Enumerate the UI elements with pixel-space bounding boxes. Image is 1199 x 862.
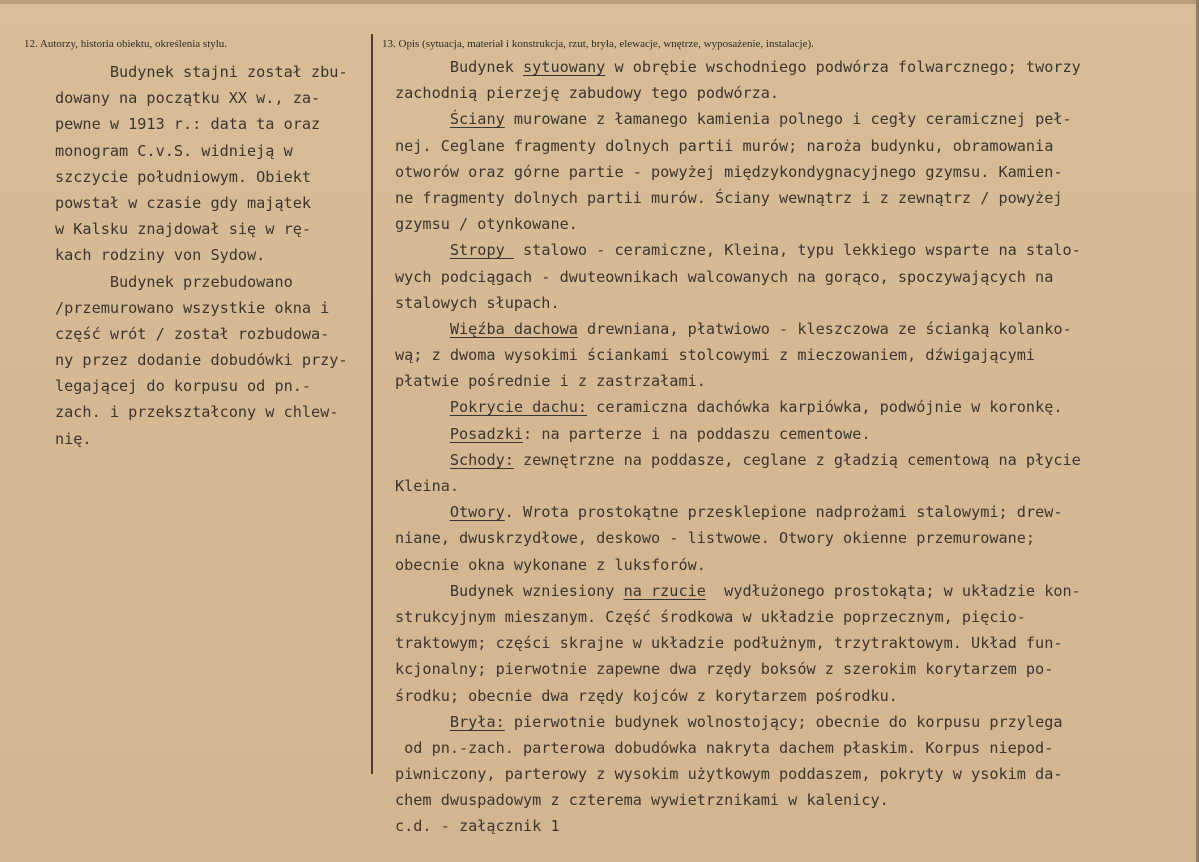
text-line: [395, 473, 1081, 499]
text-segment: monogram C.v.S. widnieją w: [55, 141, 293, 160]
text-segment: wą; z dwoma wysokimi ściankami stolcowymi z mieczowaniem, dźwigającymi: [395, 346, 1036, 365]
text-segment: zachodnią pierzeję zabudowy tego podwórza.: [395, 84, 780, 103]
text-line: [395, 237, 1081, 263]
text-segment: Kleina.: [395, 477, 460, 495]
text-segment: murowane z łamanego kamienia polnego i cegły ceramicznej peł-: [504, 110, 1072, 129]
text-segment: c.d. - załącznik 1: [395, 817, 560, 836]
text-segment: nej. Ceglane fragmenty dolnych partii murów; naroża budynku, obramowania: [395, 136, 1054, 155]
text-segment: . Wrota prostokątne przesklepione nadprożami stalowymi; drew-: [504, 503, 1063, 522]
text-line: [395, 264, 1081, 290]
text-line: [395, 604, 1081, 630]
text-line: [55, 426, 348, 452]
text-segment: wych podciągach - dwuteownikach walcowanych na gorąco, spoczywających na: [395, 267, 1054, 286]
text-segment: wydłużonego prostokąta; w układzie kon-: [705, 581, 1081, 600]
text-segment: ceramiczna dachówka karpiówka, podwójnie w koronkę.: [587, 398, 1063, 417]
text-line: [55, 373, 348, 399]
text-line: [395, 133, 1081, 159]
underlined-term: na rzucie: [623, 581, 706, 600]
text-segment: traktowym; części skrajne w układzie podłużnym, trzytraktowym. Układ fun-: [395, 634, 1063, 653]
text-line: [55, 59, 348, 85]
text-segment: dowany na początku XX w., za-: [55, 89, 321, 108]
underlined-term: Więźba dachowa: [449, 319, 578, 338]
underlined-term: Pokrycie dachu:: [449, 398, 588, 417]
text-line: [55, 216, 348, 242]
text-segment: : na parterze i na poddaszu cementowe.: [523, 424, 871, 443]
text-line: [395, 368, 1081, 394]
text-segment: Budynek stajni został zbu-: [55, 63, 348, 81]
text-line: [395, 683, 1081, 709]
text-segment: środku; obecnie dwa rzędy kojców z korytarzem pośrodku.: [395, 686, 898, 705]
text-line: [395, 709, 1081, 735]
text-segment: pewne w 1913 r.: data ta oraz: [55, 115, 321, 134]
text-line: [395, 211, 1081, 237]
text-line: [395, 290, 1081, 316]
text-segment: Budynek wzniesiony: [395, 581, 624, 600]
text-segment: powstał w czasie gdy majątek: [55, 193, 312, 212]
text-segment: zach. i przekształcony w chlew-: [55, 403, 339, 422]
text-segment: nię.: [55, 429, 92, 448]
section-13-heading: 13. Opis (sytuacja, materiał i konstrukcja, rzut, bryła, elewacje, wnętrze, wyposażenie, instalacje).: [382, 38, 814, 50]
underlined-term: Bryła:: [449, 712, 505, 731]
text-segment: obecnie okna wykonane z luksforów.: [395, 555, 706, 574]
text-segment: piwniczony, parterowy z wysokim użytkowym poddaszem, pokryty w ysokim da-: [395, 765, 1063, 784]
top-edge-line: [0, 0, 1199, 4]
text-line: [395, 630, 1081, 656]
underlined-term: Otwory: [449, 503, 505, 522]
text-segment: pierwotnie budynek wolnostojący; obecnie do korpusu przylega: [504, 712, 1063, 731]
text-segment: [395, 110, 450, 128]
text-segment: [395, 713, 450, 731]
text-line: [395, 54, 1081, 80]
text-line: [395, 578, 1081, 604]
text-line: [395, 787, 1081, 813]
text-line: [55, 321, 348, 347]
text-segment: chem dwuspadowym z czterema wywietrznikami w kalenicy.: [395, 791, 889, 810]
text-segment: otworów oraz górne partie - powyżej międzykondygnacyjnego gzymsu. Kamien-: [395, 162, 1063, 181]
text-line: [55, 190, 348, 216]
description-text: [395, 54, 1081, 840]
text-segment: stalowo - ceramiczne, Kleina, typu lekkiego wsparte na stalo-: [513, 241, 1081, 260]
text-line: [55, 138, 348, 164]
text-segment: strukcyjnym mieszanym. Część środkowa w układzie poprzecznym, pięcio-: [395, 607, 1026, 626]
text-line: [395, 525, 1081, 551]
text-segment: legającej do korpusu od pn.-: [55, 377, 312, 396]
text-segment: [395, 398, 450, 416]
text-segment: gzymsu / otynkowane.: [395, 215, 578, 234]
text-segment: [395, 241, 450, 259]
text-segment: Budynek przebudowano: [55, 272, 293, 291]
underlined-term: Posadzki: [449, 424, 524, 443]
text-segment: zewnętrzne na poddasze, ceglane z gładzią cementową na płycie: [513, 450, 1081, 469]
authors-history-text: [55, 59, 348, 452]
text-line: [395, 761, 1081, 787]
text-segment: /przemurowano wszystkie okna i: [55, 298, 330, 317]
text-line: [395, 656, 1081, 682]
underlined-term: sytuowany: [523, 58, 606, 76]
text-segment: ny przez dodanie dobudówki przy-: [55, 351, 348, 370]
text-line: [55, 295, 348, 321]
text-line: [55, 85, 348, 111]
underlined-term: Stropy: [449, 241, 514, 260]
text-segment: od pn.-zach. parterowa dobudówka nakryta dachem płaskim. Korpus niepod-: [395, 738, 1054, 757]
text-segment: [395, 320, 450, 338]
text-line: [55, 242, 348, 268]
text-line: [395, 316, 1081, 342]
text-line: [395, 342, 1081, 368]
text-line: [55, 111, 348, 137]
text-line: [55, 347, 348, 373]
text-line: [395, 813, 1081, 839]
text-segment: [395, 425, 450, 443]
text-line: [395, 735, 1081, 761]
text-segment: stalowych słupach.: [395, 293, 560, 312]
text-segment: niane, dwuskrzydłowe, deskowo - listwowe. Otwory okienne przemurowane;: [395, 529, 1036, 548]
text-segment: kach rodziny von Sydow.: [55, 246, 266, 265]
text-segment: ne fragmenty dolnych partii murów. Ściany wewnątrz i z zewnątrz / powyżej: [395, 188, 1063, 207]
text-segment: drewniana, płatwiowo - kleszczowa ze ścianką kolanko-: [577, 319, 1072, 338]
underlined-term: Ściany: [449, 110, 505, 129]
text-line: [395, 552, 1081, 578]
column-divider: [371, 34, 373, 774]
text-line: [395, 159, 1081, 185]
text-line: [55, 164, 348, 190]
text-segment: część wrót / został rozbudowa-: [55, 324, 330, 343]
text-line: [55, 269, 348, 295]
text-line: [395, 447, 1081, 473]
text-segment: Budynek: [395, 58, 524, 76]
underlined-term: Schody:: [449, 450, 514, 469]
text-segment: [395, 503, 450, 521]
text-line: [395, 80, 1081, 106]
text-segment: kcjonalny; pierwotnie zapewne dwa rzędy boksów z szerokim korytarzem po-: [395, 660, 1054, 679]
text-segment: w obrębie wschodniego podwórza folwarcznego; tworzy: [605, 58, 1081, 76]
text-line: [395, 106, 1081, 132]
section-12-heading: 12. Autorzy, historia obiektu, określenia stylu.: [24, 38, 228, 50]
text-line: [395, 185, 1081, 211]
text-line: [55, 399, 348, 425]
text-segment: płatwie pośrednie i z zastrzałami.: [395, 372, 706, 391]
text-line: [395, 421, 1081, 447]
text-segment: [395, 451, 450, 469]
text-line: [395, 394, 1081, 420]
text-segment: w Kalsku znajdował się w rę-: [55, 220, 312, 239]
text-line: [395, 499, 1081, 525]
text-segment: szczycie południowym. Obiekt: [55, 167, 312, 186]
